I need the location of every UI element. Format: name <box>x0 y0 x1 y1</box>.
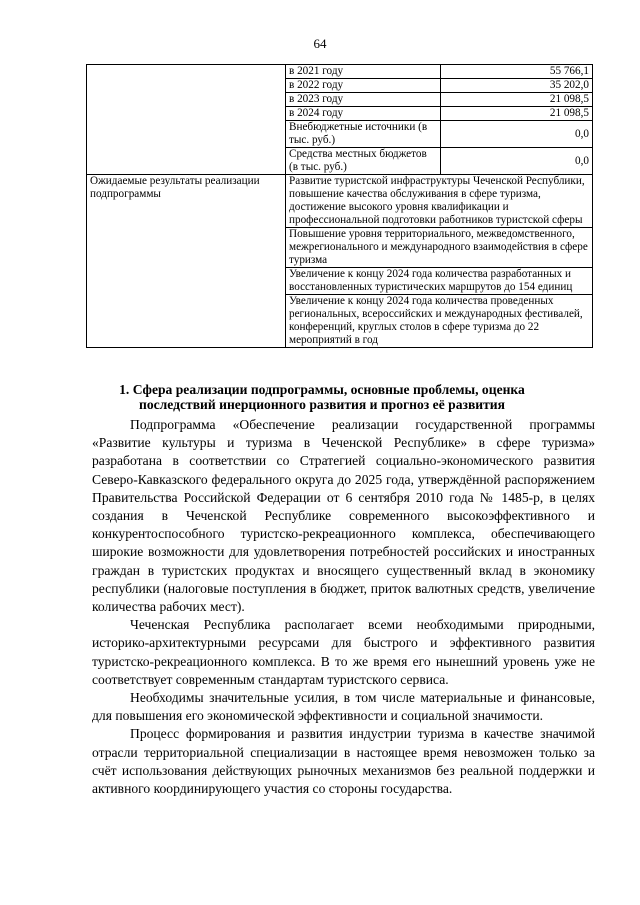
table-row <box>87 175 593 228</box>
funding-source-label: Средства местных бюджетов (в тыс. руб.) <box>286 148 441 175</box>
results-label: Ожидаемые результаты реализации подпрограммы <box>87 175 286 348</box>
paragraph: Чеченская Республика располагает всеми необходимыми природными, историко-архитектурными ресурсами для быстрого и эффективного развития туристско-рекреационного комплекса. В то же время его нынешний уровень уже не соответствует современным стандартам туристского сервиса. <box>92 617 595 687</box>
paragraph: Процесс формирования и развития индустрии туризма в качестве значимой отрасли территориальной специализации в настоящее время невозможен только за счёт использования действующих рыночных механизмов без реальной поддержки и активного координирующего участия со стороны государства. <box>92 726 595 797</box>
result-item: Развитие туристской инфраструктуры Чеченской Республики, повышение качества обслуживания в сфере туризма, достижение высокого уровня квалификации и профессиональной подготовки работников туристской сферы <box>286 175 593 228</box>
funding-source-label: Внебюджетные источники (в тыс. руб.) <box>286 121 441 148</box>
funding-year-label: в 2022 году <box>286 79 441 93</box>
funding-value: 55 766,1 <box>441 65 593 79</box>
table-row <box>87 65 593 79</box>
funding-year-label: в 2021 году <box>286 65 441 79</box>
section-body <box>92 416 595 798</box>
result-item: Увеличение к концу 2024 года количества разработанных и восстановленных туристических маршрутов до 154 единиц <box>286 268 593 295</box>
result-item: Увеличение к концу 2024 года количества проведенных региональных, всероссийских и международных фестивалей, конференций, круглых столов в сфере туризма до 22 мероприятий в год <box>286 295 593 348</box>
funding-value: 0,0 <box>441 148 593 175</box>
paragraph: Подпрограмма «Обеспечение реализации государственной программы «Развитие культуры и туризма в Чеченской Республике» в сфере туризма» разработана в соответствии со Стратегией социально-экономического развития Северо-Кавказского федерального округа до 2025 года, утверждённой распоряжением Правительства Российской Федерации от 6 сентября 2010 года № 1485-р, в целях создания в Чеченской Республике современного высокоэффективного и конкурентоспособного туристско-рекреационного комплекса, обеспечивающего широкие возможности для удовлетворения потребностей российских и иностранных граждан в туристских продуктах и вносящего существенный вклад в экономику республики (налоговые поступления в бюджет, приток валютных средств, увеличение количества рабочих мест). <box>92 417 595 615</box>
empty-cell <box>87 65 286 175</box>
funding-value: 0,0 <box>441 121 593 148</box>
funding-value: 35 202,0 <box>441 79 593 93</box>
subprogram-passport-table <box>86 64 593 348</box>
page-number: 64 <box>313 36 327 51</box>
funding-value: 21 098,5 <box>441 93 593 107</box>
result-item: Повышение уровня территориального, межведомственного, межрегионального и международного взаимодействия в сфере туризма <box>286 228 593 268</box>
funding-year-label: в 2023 году <box>286 93 441 107</box>
section-heading: 1. Сфера реализации подпрограммы, основные проблемы, оценка последствий инерционного развития и прогноз её развития <box>119 382 525 412</box>
paragraph: Необходимы значительные усилия, в том числе материальные и финансовые, для повышения его экономической эффективности и социальной значимости. <box>92 690 595 724</box>
funding-value: 21 098,5 <box>441 107 593 121</box>
funding-year-label: в 2024 году <box>286 107 441 121</box>
